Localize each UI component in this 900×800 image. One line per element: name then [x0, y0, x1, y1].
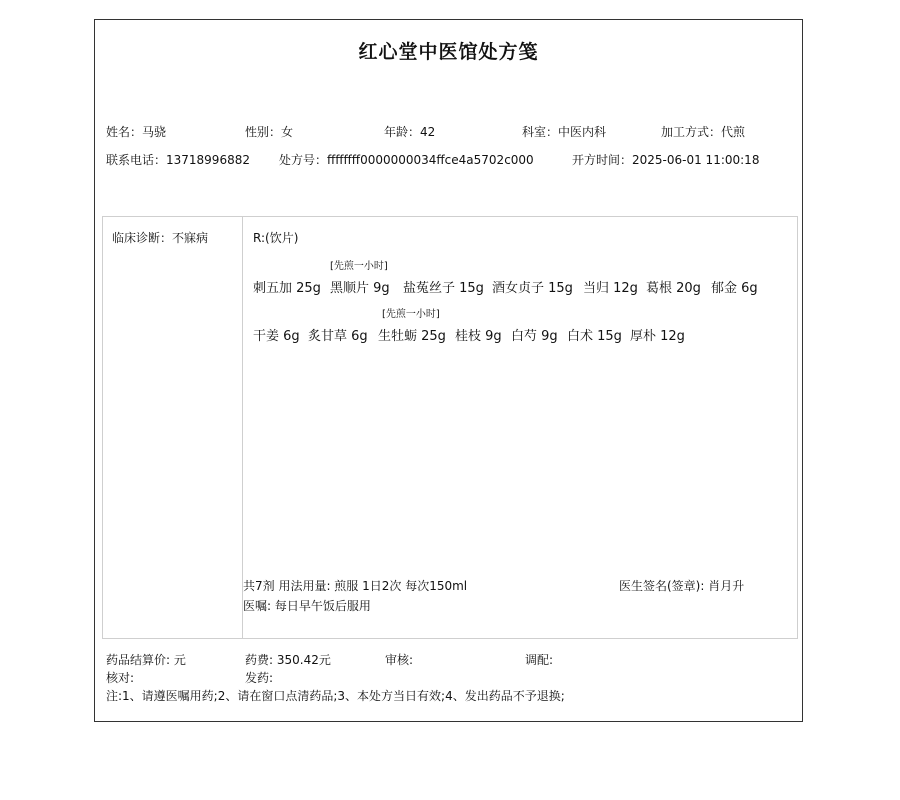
herb-item: 郁金 6g: [711, 281, 758, 296]
herb-note: [先煎一小时]: [330, 261, 388, 272]
review-field: 审核:: [385, 653, 414, 667]
prescription-time: 开方时间：2025-06-01 11:00:18: [572, 153, 760, 167]
processing-method: 加工方式：代煎: [661, 125, 746, 139]
herb-item: 当归 12g: [583, 281, 638, 296]
clinical-diagnosis: 临床诊断：不寐病: [112, 231, 209, 245]
prescription-sheet: [94, 19, 803, 722]
herb-item: 盐菟丝子 15g: [403, 281, 484, 296]
column-divider: [242, 217, 243, 638]
settlement-price: 药品结算价: 元: [106, 653, 186, 667]
herb-item: 葛根 20g: [646, 281, 701, 296]
patient-age: 年龄：42: [384, 125, 436, 139]
herb-item: 厚朴 12g: [630, 329, 685, 344]
usage-dosage: 共7剂 用法用量: 煎服 1日2次 每次150ml: [243, 579, 468, 593]
rx-label: R:(饮片): [253, 231, 299, 245]
herb-item: 白芍 9g: [511, 329, 558, 344]
department: 科室：中医内科: [522, 125, 607, 139]
contact-phone: 联系电话：13718996882: [106, 153, 250, 167]
patient-gender: 性别：女: [245, 125, 294, 139]
herb-item: 酒女贞子 15g: [492, 281, 573, 296]
patient-name: 姓名：马骁: [106, 125, 167, 139]
dispense-mix-field: 调配:: [525, 653, 554, 667]
prescription-body: [102, 216, 798, 639]
drug-fee: 药费: 350.42元: [245, 653, 331, 667]
check-field: 核对:: [106, 671, 135, 685]
page-title: 红心堂中医馆处方笺: [358, 41, 539, 63]
issue-field: 发药:: [245, 671, 274, 685]
herb-item: 干姜 6g: [253, 329, 300, 344]
prescription-number: 处方号：ffffffff0000000034ffce4a5702c000: [279, 153, 534, 167]
herb-item: 黑顺片 9g: [330, 281, 390, 296]
footer-note: 注:1、请遵医嘱用药;2、请在窗口点清药品;3、本处方当日有效;4、发出药品不予退换;: [106, 689, 565, 703]
herb-item: 白术 15g: [567, 329, 622, 344]
herb-item: 桂枝 9g: [455, 329, 502, 344]
doctor-advice: 医嘱: 每日早午饭后服用: [243, 599, 371, 613]
doctor-signature: 医生签名(签章): 肖月升: [619, 579, 745, 593]
herb-note: [先煎一小时]: [382, 309, 440, 320]
herb-item: 炙甘草 6g: [308, 329, 368, 344]
herb-item: 生牡蛎 25g: [378, 329, 446, 344]
herb-item: 刺五加 25g: [253, 281, 321, 296]
